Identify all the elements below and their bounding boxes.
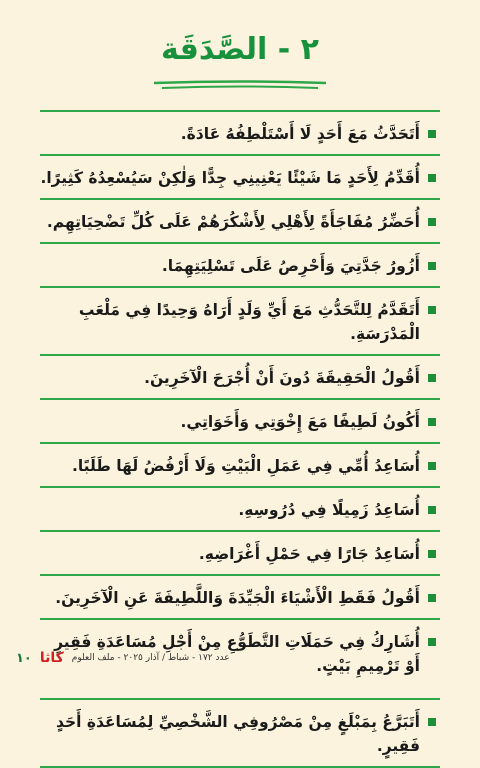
list-item-text: أُسَاعِدُ أُمِّي فِي عَمَلِ الْبَيْتِ وَلَا أَرْفُضُ لَهَا طَلَبًا. [71,457,420,475]
list-item [40,444,440,488]
bullet-square-icon [428,174,436,182]
bullet-square-icon [428,374,436,382]
bullet-square-icon [428,130,436,138]
page-footer [16,650,230,666]
list-item-text: أُسَاعِدُ زَمِيلًا فِي دُرُوسِهِ. [238,501,420,519]
list-item [40,576,440,620]
list-item [40,532,440,576]
list-item [40,200,440,244]
list-item-text: أَتَقَدَّمُ لِلتَّحَدُّثِ مَعَ أَيِّ وَلَدٍ أَرَاهُ وَحِيدًا فِي مَلْعَبِ الْمَدْرَسَةِ. [78,301,420,343]
magazine-logo: كاثا [39,650,64,666]
bullet-square-icon [428,462,436,470]
bullet-square-icon [428,262,436,270]
list-item [40,356,440,400]
list-item-text: أَقُولُ فَقَطِ الْأَشْيَاءَ الْجَيِّدَةَ وَاللَّطِيفَةَ عَنِ الْآخَرِينَ. [55,589,420,607]
list-item [40,700,440,768]
issue-info: عدد ١٧٢ - شباط / آذار ٢٠٢٥ - ملف العلوم [71,653,230,663]
list-item-text: أُشَارِكُ فِي حَمَلَاتِ التَّطَوُّعِ مِنْ أَجْلِ مُسَاعَدَةِ فَقِيرٍ أَوْ تَرْمِيمِ بَيْتٍ. [54,633,420,675]
title-area [0,32,480,67]
bullet-square-icon [428,218,436,226]
list-item-text: أُسَاعِدُ جَارًا فِي حَمْلِ أَغْرَاضِهِ. [198,545,420,563]
list-item-text: أُحَضِّرُ مُفَاجَأَةً لِأَهْلِي لِأَشْكُرَهُمْ عَلَى كُلِّ تَضْحِيَاتِهِم. [46,213,420,231]
list-item-text: أَتَبَرَّعُ بِمَبْلَغٍ مِنْ مَصْرُوفِي الشَّخْصِيِّ لِمُسَاعَدَةِ أَحَدٍ فَقِيرٍ. [55,713,420,755]
bullet-square-icon [428,306,436,314]
list-item-text: أَقُولُ الْحَقِيقَةَ دُونَ أَنْ أُجْرَحَ الْآخَرِينَ. [144,369,420,387]
page-title: ٢ - الصَّدَقَة [161,32,319,67]
title-underline-decoration [152,80,328,90]
bullet-square-icon [428,594,436,602]
list-item-text: أَتَحَدَّثُ مَعَ أَحَدٍ لَا أَسْتَلْطِفُهُ عَادَةً. [180,125,420,143]
list-item-text: أُقَدِّمُ لِأَحَدٍ مَا شَيْئًا يَعْنِينِي جِدًّا وَلٰكِنْ سَيُسْعِدُهُ كَثِيرًا. [40,169,420,187]
list-item [40,156,440,200]
checklist [40,110,440,768]
list-item [40,244,440,288]
page-number: ١٠ [16,650,32,666]
list-item-text: أَزُورُ جَدَّتِيَ وَأَحْرِصُ عَلَى تَسْلِيَتِهِمَا. [161,257,420,275]
list-item-text: أَكُونُ لَطِيفًا مَعَ إِخْوَتِي وَأَخَوَاتِي. [180,413,420,431]
bullet-square-icon [428,550,436,558]
list-item [40,112,440,156]
bullet-square-icon [428,506,436,514]
bullet-square-icon [428,418,436,426]
list-item [40,400,440,444]
list-item [40,288,440,356]
list-item [40,488,440,532]
bullet-square-icon [428,718,436,726]
bullet-square-icon [428,638,436,646]
